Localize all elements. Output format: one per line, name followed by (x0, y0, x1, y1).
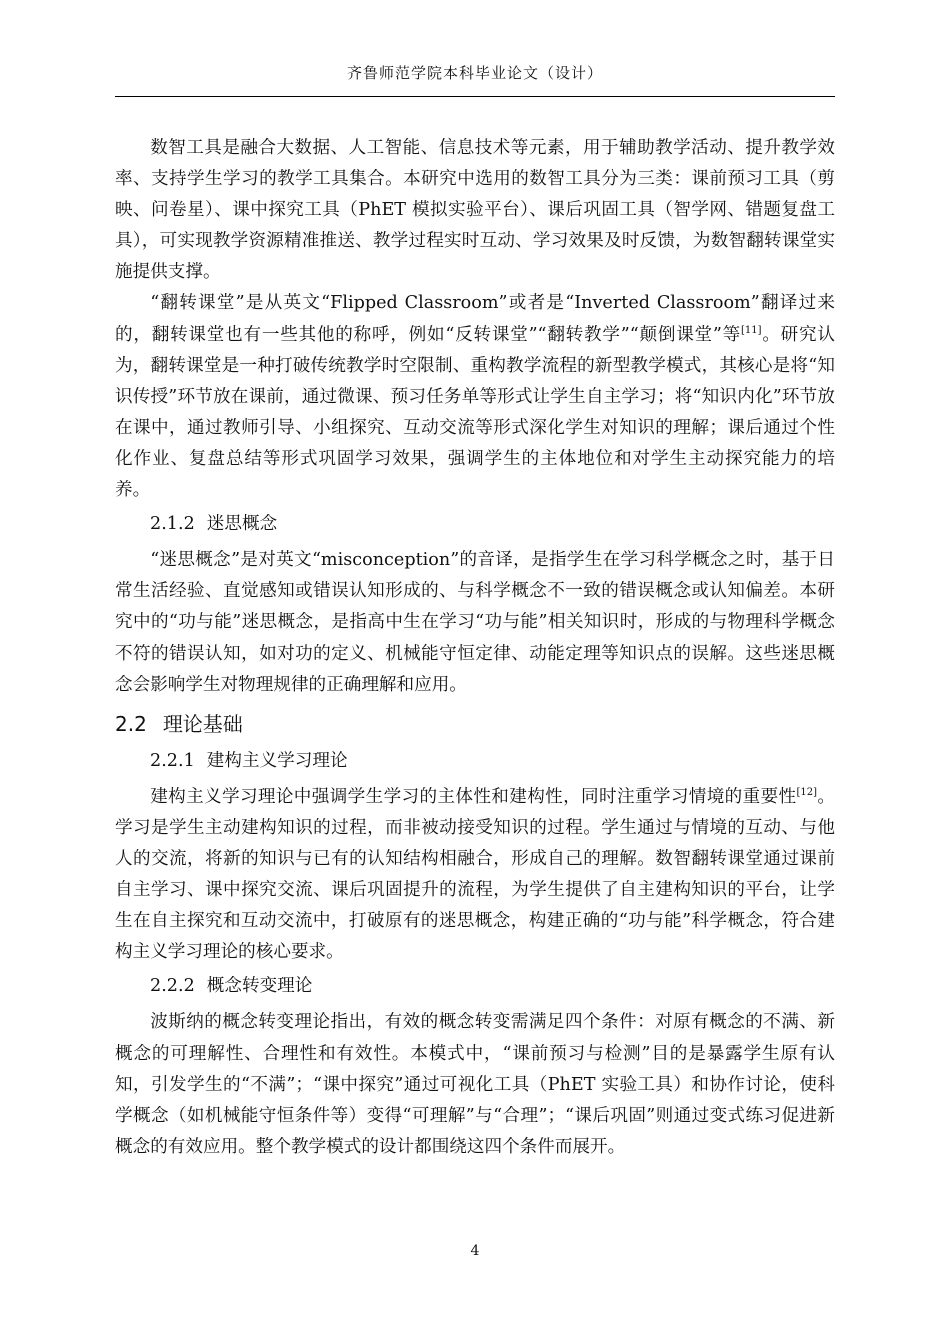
header-rule (115, 96, 835, 97)
heading-number: 2.2.1 (150, 750, 195, 771)
heading-text: 概念转变理论 (206, 976, 313, 997)
paragraph-conceptual-change: 波斯纳的概念转变理论指出，有效的概念转变需满足四个条件：对原有概念的不满、新概念的可理解性、合理性和有效性。本模式中，“课前预习与检测”目的是暴露学生原有认知，引发学生的“不满”；“课中探究”通过可视化工具（PhET 实验工具）和协作讨论，使科学概念（如机械能守恒条件等）变得“可理解”与“合理”；“课后巩固”则通过变式练习促进新概念的有效应用。整个教学模式的设计都围绕这四个条件而展开。 (115, 1012, 835, 1157)
citation-11: [11] (741, 324, 762, 336)
page-number: 4 (470, 1243, 480, 1259)
page-header: 齐鲁师范学院本科毕业论文（设计） (346, 64, 603, 82)
paragraph-text: 建构主义学习理论中强调学生学习的主体性和建构性，同时注重学习情境的重要性 (150, 786, 797, 807)
heading-number: 2.2.2 (150, 976, 195, 997)
heading-text: 理论基础 (162, 711, 243, 736)
heading-2-2-2 (115, 971, 835, 1002)
heading-2-1-2 (115, 509, 835, 540)
heading-text: 迷思概念 (206, 514, 278, 535)
page-body (115, 133, 835, 1163)
paragraph-text: “翻转课堂”是从英文“Flipped Classroom”或者是“Inverted Classroom”翻译过来的，翻转课堂也有一些其他的称呼，例如“反转课堂”“翻转教学”“颠倒课堂”等 (115, 293, 835, 345)
paragraph-misconception: “迷思概念”是对英文“misconception”的音译，是指学生在学习科学概念之时，基于日常生活经验、直觉感知或错误认知形成的、与科学概念不一致的错误概念或认知偏差。本研究中的“功与能”迷思概念，是指高中生在学习“功与能”相关知识时，形成的与物理科学概念不符的错误认知，如对功的定义、机械能守恒定律、动能定理等知识点的误解。这些迷思概念会影响学生对物理规律的正确理解和应用。 (115, 550, 835, 695)
paragraph-digital-tools: 数智工具是融合大数据、人工智能、信息技术等元素，用于辅助教学活动、提升教学效率、支持学生学习的教学工具集合。本研究中选用的数智工具分为三类：课前预习工具（剪映、问卷星）、课中探究工具（PhET 模拟实验平台）、课后巩固工具（智学网、错题复盘工具），可实现教学资源精准推送、教学过程实时互动、学习效果及时反馈，为数智翻转课堂实施提供支撑。 (115, 138, 835, 283)
heading-2-2 (115, 709, 835, 740)
paragraph-constructivism (115, 782, 835, 969)
paragraph-text: 。学习是学生主动建构知识的过程，而非被动接受知识的过程。学生通过与情境的互动、与他人的交流，将新的知识与已有的认知结构相融合，形成自己的理解。数智翻转课堂通过课前自主学习、课中探究交流、课后巩固提升的流程，为学生提供了自主建构知识的平台，让学生在自主探究和互动交流中，打破原有的迷思概念，构建正确的“功与能”科学概念，符合建构主义学习理论的核心要求。 (115, 786, 835, 963)
heading-2-2-1 (115, 746, 835, 777)
heading-text: 建构主义学习理论 (206, 750, 348, 771)
citation-12: [12] (796, 786, 818, 798)
paragraph-flipped-classroom (115, 288, 835, 506)
heading-number: 2.1.2 (150, 514, 195, 535)
heading-number: 2.2 (115, 711, 147, 736)
paragraph-text: 。研究认为，翻转课堂是一种打破传统教学时空限制、重构教学流程的新型教学模式，其核心是将“知识传授”环节放在课前，通过微课、预习任务单等形式让学生自主学习；将“知识内化”环节放在课中，通过教师引导、小组探究、互动交流等形式深化学生对知识的理解；课后通过个性化作业、复盘总结等形式巩固学习效果，强调学生的主体地位和对学生主动探究能力的培养。 (115, 324, 835, 501)
